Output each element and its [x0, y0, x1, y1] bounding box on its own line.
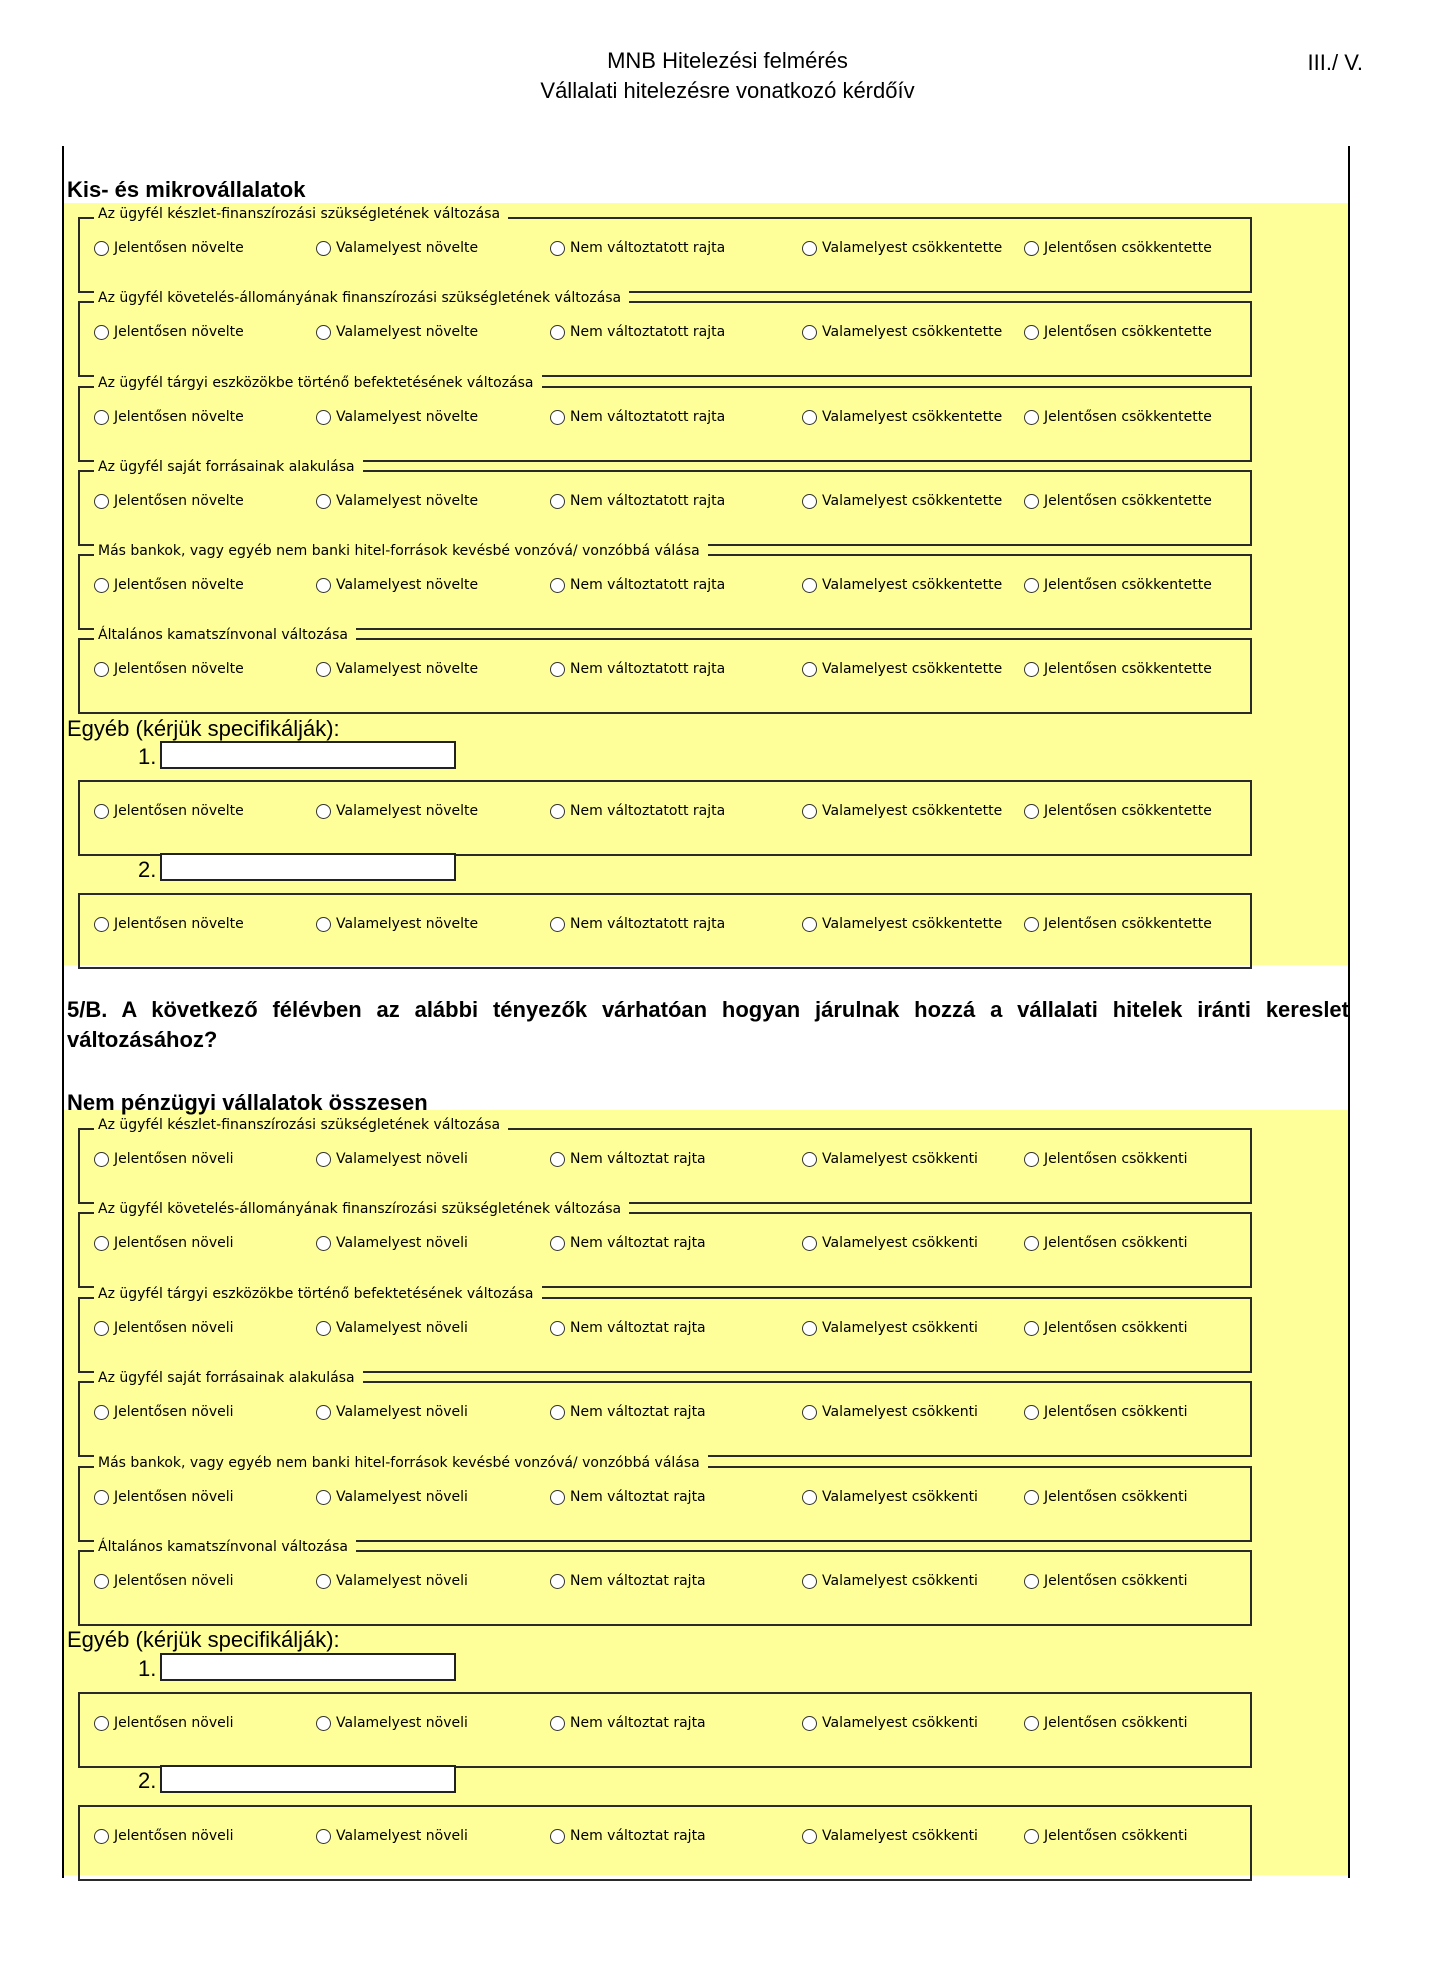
radio-option[interactable] [1024, 409, 1212, 425]
radio-circle-icon[interactable] [1024, 662, 1039, 677]
radio-circle-icon[interactable] [550, 1829, 565, 1844]
radio-circle-icon[interactable] [550, 917, 565, 932]
factor-label: Az ügyfél követelés-állományának finanszírozási szükségletének változása [94, 1201, 629, 1217]
radio-circle-icon[interactable] [94, 578, 109, 593]
radio-option[interactable] [550, 1489, 706, 1505]
section2-factor-group [78, 1455, 1252, 1542]
radio-circle-icon[interactable] [802, 662, 817, 677]
section2-other-group [78, 1692, 1252, 1768]
radio-circle-icon[interactable] [94, 241, 109, 256]
radio-circle-icon[interactable] [802, 1236, 817, 1251]
radio-option-label: Valamelyest csökkenti [822, 1235, 978, 1251]
radio-circle-icon[interactable] [94, 325, 109, 340]
radio-circle-icon[interactable] [316, 1152, 331, 1167]
factor-label: Az ügyfél készlet-finanszírozási szükségletének változása [94, 206, 508, 222]
radio-circle-icon[interactable] [316, 325, 331, 340]
radio-option-label: Valamelyest csökkenti [822, 1573, 978, 1589]
radio-option[interactable] [550, 1235, 706, 1251]
radio-option-label: Nem változtatott rajta [570, 916, 726, 932]
radio-circle-icon[interactable] [550, 494, 565, 509]
radio-option[interactable] [802, 493, 1002, 509]
radio-circle-icon[interactable] [1024, 1716, 1039, 1731]
radio-option[interactable] [550, 916, 725, 932]
radio-option-label: Jelentősen növeli [114, 1235, 234, 1251]
section1-factor-group [78, 459, 1252, 546]
radio-option-label: Jelentősen növelte [114, 577, 244, 593]
section2-factor-group [78, 1117, 1252, 1204]
radio-option[interactable] [1024, 1489, 1188, 1505]
radio-option[interactable] [316, 577, 478, 593]
radio-circle-icon[interactable] [94, 917, 109, 932]
radio-option[interactable] [316, 1573, 468, 1589]
factor-label: Más bankok, vagy egyéb nem banki hitel-források kevésbé vonzóvá/ vonzóbbá válása [94, 543, 708, 559]
radio-option-label: Jelentősen növelte [114, 324, 244, 340]
radio-circle-icon[interactable] [316, 662, 331, 677]
radio-option[interactable] [550, 409, 725, 425]
section1-other-number-1: 1. [138, 744, 157, 769]
radio-option-label: Jelentősen csökkentette [1044, 577, 1212, 593]
radio-option-label: Valamelyest csökkentette [822, 803, 1003, 819]
radio-option[interactable] [94, 1151, 234, 1167]
radio-option[interactable] [802, 803, 1002, 819]
radio-option-label: Jelentősen növelte [114, 803, 244, 819]
radio-option-label: Valamelyest csökkentette [822, 324, 1003, 340]
radio-option-label: Jelentősen növelte [114, 240, 244, 256]
radio-option-label: Jelentősen növeli [114, 1404, 234, 1420]
radio-option[interactable] [1024, 324, 1212, 340]
radio-option[interactable] [94, 577, 244, 593]
radio-option[interactable] [94, 803, 244, 819]
radio-option[interactable] [94, 409, 244, 425]
radio-option[interactable] [316, 803, 478, 819]
question-5b: 5/B. A következő félévben az alábbi tényezők várhatóan hogyan járulnak hozzá a vállalati hitelek iránti kereslet változásához? [67, 997, 1349, 1052]
radio-circle-icon[interactable] [1024, 578, 1039, 593]
radio-circle-icon[interactable] [316, 1716, 331, 1731]
section2-other-number-1: 1. [138, 1656, 157, 1681]
section2-other-input-1[interactable] [160, 1653, 456, 1681]
radio-option[interactable] [802, 577, 1002, 593]
radio-option[interactable] [1024, 1151, 1188, 1167]
radio-option[interactable] [94, 1573, 234, 1589]
radio-option[interactable] [550, 803, 725, 819]
radio-option[interactable] [802, 1828, 978, 1844]
section2-factor-group [78, 1201, 1252, 1288]
radio-option-label: Jelentősen csökkentette [1044, 916, 1212, 932]
radio-option[interactable] [94, 324, 244, 340]
section2-other-input-2[interactable] [160, 1765, 456, 1793]
radio-option-label: Valamelyest csökkentette [822, 577, 1003, 593]
radio-option-label: Valamelyest növeli [336, 1151, 468, 1167]
radio-option-label: Nem változtatott rajta [570, 409, 726, 425]
radio-option-label: Valamelyest növelte [336, 661, 479, 677]
radio-circle-icon[interactable] [94, 1321, 109, 1336]
section1-other-group [78, 893, 1252, 969]
radio-option-label: Valamelyest növeli [336, 1320, 468, 1336]
radio-circle-icon[interactable] [550, 410, 565, 425]
radio-circle-icon[interactable] [94, 1152, 109, 1167]
factor-label: Az ügyfél saját forrásainak alakulása [94, 459, 363, 475]
radio-circle-icon[interactable] [550, 662, 565, 677]
radio-circle-icon[interactable] [802, 1716, 817, 1731]
radio-option-label: Valamelyest növelte [336, 324, 479, 340]
radio-option-label: Valamelyest csökkenti [822, 1828, 978, 1844]
radio-option[interactable] [1024, 1404, 1188, 1420]
section1-factor-group [78, 290, 1252, 377]
radio-circle-icon[interactable] [802, 1574, 817, 1589]
radio-option-label: Valamelyest csökkenti [822, 1404, 978, 1420]
factor-label: Az ügyfél tárgyi eszközökbe történő befektetésének változása [94, 375, 542, 391]
radio-circle-icon[interactable] [1024, 241, 1039, 256]
radio-option-label: Nem változtatott rajta [570, 661, 726, 677]
radio-option[interactable] [316, 324, 478, 340]
radio-option[interactable] [316, 409, 478, 425]
radio-option-label: Valamelyest növelte [336, 803, 479, 819]
radio-option[interactable] [802, 1404, 978, 1420]
radio-circle-icon[interactable] [550, 325, 565, 340]
radio-option-label: Nem változtat rajta [570, 1320, 706, 1336]
radio-option[interactable] [550, 1828, 706, 1844]
radio-option[interactable] [1024, 916, 1212, 932]
radio-option-label: Jelentősen növeli [114, 1151, 234, 1167]
radio-option-label: Nem változtat rajta [570, 1235, 706, 1251]
radio-option[interactable] [550, 577, 725, 593]
radio-circle-icon[interactable] [316, 1574, 331, 1589]
radio-circle-icon[interactable] [94, 1236, 109, 1251]
radio-option[interactable] [1024, 1573, 1188, 1589]
radio-circle-icon[interactable] [316, 410, 331, 425]
radio-circle-icon[interactable] [802, 1490, 817, 1505]
radio-circle-icon[interactable] [94, 804, 109, 819]
radio-option-label: Jelentősen növeli [114, 1489, 234, 1505]
radio-option-label: Nem változtatott rajta [570, 324, 726, 340]
radio-circle-icon[interactable] [550, 578, 565, 593]
radio-circle-icon[interactable] [802, 325, 817, 340]
radio-option-label: Nem változtat rajta [570, 1489, 706, 1505]
radio-option[interactable] [94, 1235, 234, 1251]
radio-option[interactable] [550, 1320, 706, 1336]
radio-option[interactable] [316, 1320, 468, 1336]
radio-circle-icon[interactable] [802, 241, 817, 256]
radio-circle-icon[interactable] [802, 1405, 817, 1420]
radio-option[interactable] [802, 1235, 978, 1251]
radio-option-label: Valamelyest növelte [336, 409, 479, 425]
radio-circle-icon[interactable] [94, 410, 109, 425]
section2-factor-group [78, 1286, 1252, 1373]
radio-circle-icon[interactable] [550, 1236, 565, 1251]
radio-option[interactable] [550, 1151, 706, 1167]
radio-circle-icon[interactable] [316, 1490, 331, 1505]
radio-option-label: Nem változtatott rajta [570, 240, 726, 256]
radio-option-label: Jelentősen csökkenti [1044, 1320, 1188, 1336]
radio-option[interactable] [316, 1828, 468, 1844]
radio-option[interactable] [1024, 803, 1212, 819]
radio-circle-icon[interactable] [550, 241, 565, 256]
radio-circle-icon[interactable] [802, 1321, 817, 1336]
radio-option[interactable] [94, 1715, 234, 1731]
radio-option-label: Valamelyest csökkentette [822, 409, 1003, 425]
radio-circle-icon[interactable] [94, 1574, 109, 1589]
radio-option[interactable] [316, 240, 478, 256]
radio-option-label: Valamelyest növelte [336, 577, 479, 593]
radio-option[interactable] [1024, 1828, 1188, 1844]
radio-option[interactable] [94, 1828, 234, 1844]
radio-option[interactable] [802, 1489, 978, 1505]
left-border [62, 146, 64, 1878]
radio-option-label: Valamelyest növelte [336, 240, 479, 256]
radio-option[interactable] [316, 916, 478, 932]
radio-circle-icon[interactable] [316, 1236, 331, 1251]
factor-label: Az ügyfél követelés-állományának finanszírozási szükségletének változása [94, 290, 629, 306]
radio-circle-icon[interactable] [316, 1405, 331, 1420]
radio-option-label: Valamelyest növeli [336, 1715, 468, 1731]
radio-option-label: Nem változtat rajta [570, 1404, 706, 1420]
radio-option-label: Nem változtatott rajta [570, 577, 726, 593]
radio-option[interactable] [802, 1320, 978, 1336]
radio-option-label: Jelentősen csökkenti [1044, 1151, 1188, 1167]
section1-other-label: Egyéb (kérjük specifikálják): [67, 716, 340, 741]
radio-option[interactable] [802, 240, 1002, 256]
radio-circle-icon[interactable] [316, 804, 331, 819]
radio-option[interactable] [550, 324, 725, 340]
radio-circle-icon[interactable] [802, 804, 817, 819]
radio-circle-icon[interactable] [1024, 1236, 1039, 1251]
radio-option-label: Nem változtat rajta [570, 1828, 706, 1844]
questionnaire-subtitle: Vállalati hitelezésre vonatkozó kérdőív [540, 78, 915, 103]
radio-option-label: Valamelyest növeli [336, 1573, 468, 1589]
radio-circle-icon[interactable] [1024, 1321, 1039, 1336]
radio-circle-icon[interactable] [1024, 1574, 1039, 1589]
radio-option-label: Jelentősen növelte [114, 493, 244, 509]
radio-option-label: Nem változtatott rajta [570, 803, 726, 819]
radio-option-label: Jelentősen csökkenti [1044, 1489, 1188, 1505]
radio-circle-icon[interactable] [1024, 1829, 1039, 1844]
radio-option[interactable] [1024, 493, 1212, 509]
radio-option-label: Jelentősen csökkenti [1044, 1828, 1188, 1844]
radio-option[interactable] [550, 1573, 706, 1589]
radio-circle-icon[interactable] [316, 494, 331, 509]
radio-circle-icon[interactable] [1024, 804, 1039, 819]
radio-circle-icon[interactable] [550, 1574, 565, 1589]
radio-circle-icon[interactable] [94, 494, 109, 509]
factor-label: Más bankok, vagy egyéb nem banki hitel-források kevésbé vonzóvá/ vonzóbbá válása [94, 1455, 708, 1471]
radio-circle-icon[interactable] [550, 1321, 565, 1336]
radio-circle-icon[interactable] [550, 1716, 565, 1731]
section1-factor-group [78, 206, 1252, 293]
radio-option-label: Nem változtat rajta [570, 1715, 706, 1731]
radio-option[interactable] [316, 661, 478, 677]
radio-option-label: Valamelyest növelte [336, 916, 479, 932]
radio-circle-icon[interactable] [316, 917, 331, 932]
radio-circle-icon[interactable] [94, 1716, 109, 1731]
section1-other-group [78, 780, 1252, 856]
section2-other-label: Egyéb (kérjük specifikálják): [67, 1627, 340, 1652]
radio-circle-icon[interactable] [1024, 325, 1039, 340]
radio-circle-icon[interactable] [316, 1829, 331, 1844]
radio-option-label: Jelentősen csökkentette [1044, 240, 1212, 256]
radio-option[interactable] [316, 493, 478, 509]
radio-circle-icon[interactable] [1024, 1490, 1039, 1505]
radio-option[interactable] [316, 1151, 468, 1167]
radio-option-label: Jelentősen csökkenti [1044, 1573, 1188, 1589]
radio-circle-icon[interactable] [94, 1405, 109, 1420]
radio-option[interactable] [1024, 1235, 1188, 1251]
radio-option[interactable] [94, 240, 244, 256]
radio-option[interactable] [94, 493, 244, 509]
radio-option-label: Valamelyest csökkenti [822, 1151, 978, 1167]
radio-circle-icon[interactable] [316, 1321, 331, 1336]
radio-option-label: Valamelyest növeli [336, 1489, 468, 1505]
radio-option-label: Valamelyest csökkenti [822, 1489, 978, 1505]
radio-option[interactable] [316, 1489, 468, 1505]
radio-circle-icon[interactable] [802, 578, 817, 593]
radio-circle-icon[interactable] [1024, 1405, 1039, 1420]
radio-option-label: Valamelyest növeli [336, 1235, 468, 1251]
radio-option[interactable] [802, 916, 1002, 932]
section2-other-group [78, 1805, 1252, 1881]
radio-circle-icon[interactable] [802, 1152, 817, 1167]
radio-option-label: Valamelyest növeli [336, 1404, 468, 1420]
factor-label: Az ügyfél készlet-finanszírozási szükségletének változása [94, 1117, 508, 1133]
radio-option-label: Jelentősen csökkentette [1044, 803, 1212, 819]
radio-option-label: Jelentősen csökkentette [1044, 493, 1212, 509]
radio-option[interactable] [802, 409, 1002, 425]
section1-other-number-2: 2. [138, 857, 157, 882]
radio-option-label: Jelentősen növeli [114, 1573, 234, 1589]
section1-other-input-1[interactable] [160, 741, 456, 769]
radio-circle-icon[interactable] [94, 1829, 109, 1844]
survey-title: MNB Hitelezési felmérés [607, 48, 848, 73]
section1-title: Kis- és mikrovállalatok [67, 177, 306, 202]
radio-option-label: Jelentősen csökkentette [1044, 661, 1212, 677]
radio-option-label: Jelentősen növelte [114, 661, 244, 677]
radio-circle-icon[interactable] [802, 410, 817, 425]
factor-label: Általános kamatszínvonal változása [94, 1539, 356, 1555]
radio-option[interactable] [94, 661, 244, 677]
radio-option[interactable] [802, 1573, 978, 1589]
radio-option[interactable] [1024, 1320, 1188, 1336]
radio-option[interactable] [802, 324, 1002, 340]
factor-label: Az ügyfél tárgyi eszközökbe történő befektetésének változása [94, 1286, 542, 1302]
radio-option-label: Jelentősen növeli [114, 1828, 234, 1844]
radio-circle-icon[interactable] [550, 804, 565, 819]
radio-option[interactable] [802, 1715, 978, 1731]
radio-option[interactable] [94, 916, 244, 932]
radio-option[interactable] [550, 1404, 706, 1420]
radio-option-label: Nem változtatott rajta [570, 493, 726, 509]
radio-option[interactable] [316, 1715, 468, 1731]
radio-option[interactable] [550, 661, 725, 677]
radio-option-label: Nem változtat rajta [570, 1151, 706, 1167]
radio-option[interactable] [802, 661, 1002, 677]
radio-circle-icon[interactable] [802, 1829, 817, 1844]
radio-option-label: Valamelyest csökkentette [822, 661, 1003, 677]
section1-factor-group [78, 543, 1252, 630]
section1-factor-group [78, 375, 1252, 462]
radio-option-label: Jelentősen csökkenti [1044, 1404, 1188, 1420]
radio-circle-icon[interactable] [802, 494, 817, 509]
radio-circle-icon[interactable] [550, 1490, 565, 1505]
radio-circle-icon[interactable] [550, 1405, 565, 1420]
radio-option[interactable] [316, 1404, 468, 1420]
radio-option-label: Valamelyest csökkenti [822, 1320, 978, 1336]
radio-option-label: Jelentősen csökkenti [1044, 1715, 1188, 1731]
radio-option[interactable] [1024, 661, 1212, 677]
radio-option[interactable] [550, 1715, 706, 1731]
section2-factor-group [78, 1370, 1252, 1457]
factor-label: Általános kamatszínvonal változása [94, 627, 356, 643]
page-number: III./ V. [1307, 50, 1363, 75]
section2-other-number-2: 2. [138, 1768, 157, 1793]
section1-other-input-2[interactable] [160, 853, 456, 881]
radio-option-label: Jelentősen csökkenti [1044, 1235, 1188, 1251]
section1-factor-group [78, 627, 1252, 714]
radio-option-label: Valamelyest növelte [336, 493, 479, 509]
radio-circle-icon[interactable] [94, 662, 109, 677]
factor-label: Az ügyfél saját forrásainak alakulása [94, 1370, 363, 1386]
radio-option[interactable] [802, 1151, 978, 1167]
radio-option-label: Valamelyest növeli [336, 1828, 468, 1844]
radio-option-label: Valamelyest csökkentette [822, 493, 1003, 509]
radio-option[interactable] [550, 240, 725, 256]
radio-option[interactable] [1024, 1715, 1188, 1731]
radio-option[interactable] [550, 493, 725, 509]
radio-option-label: Jelentősen növeli [114, 1320, 234, 1336]
radio-option-label: Jelentősen növelte [114, 916, 244, 932]
section2-title: Nem pénzügyi vállalatok összesen [67, 1090, 428, 1115]
radio-option-label: Jelentősen növeli [114, 1715, 234, 1731]
radio-circle-icon[interactable] [1024, 410, 1039, 425]
radio-option-label: Jelentősen csökkentette [1044, 409, 1212, 425]
radio-circle-icon[interactable] [1024, 494, 1039, 509]
radio-circle-icon[interactable] [316, 241, 331, 256]
radio-option[interactable] [316, 1235, 468, 1251]
radio-option-label: Jelentősen csökkentette [1044, 324, 1212, 340]
radio-circle-icon[interactable] [802, 917, 817, 932]
radio-circle-icon[interactable] [316, 578, 331, 593]
radio-option-label: Nem változtat rajta [570, 1573, 706, 1589]
radio-option-label: Valamelyest csökkentette [822, 916, 1003, 932]
radio-option[interactable] [1024, 577, 1212, 593]
radio-option-label: Valamelyest csökkentette [822, 240, 1003, 256]
radio-circle-icon[interactable] [1024, 1152, 1039, 1167]
radio-option[interactable] [94, 1320, 234, 1336]
radio-circle-icon[interactable] [1024, 917, 1039, 932]
radio-option[interactable] [1024, 240, 1212, 256]
radio-option-label: Jelentősen növelte [114, 409, 244, 425]
section2-factor-group [78, 1539, 1252, 1626]
radio-option[interactable] [94, 1404, 234, 1420]
radio-circle-icon[interactable] [94, 1490, 109, 1505]
radio-option-label: Valamelyest csökkenti [822, 1715, 978, 1731]
radio-option[interactable] [94, 1489, 234, 1505]
radio-circle-icon[interactable] [550, 1152, 565, 1167]
